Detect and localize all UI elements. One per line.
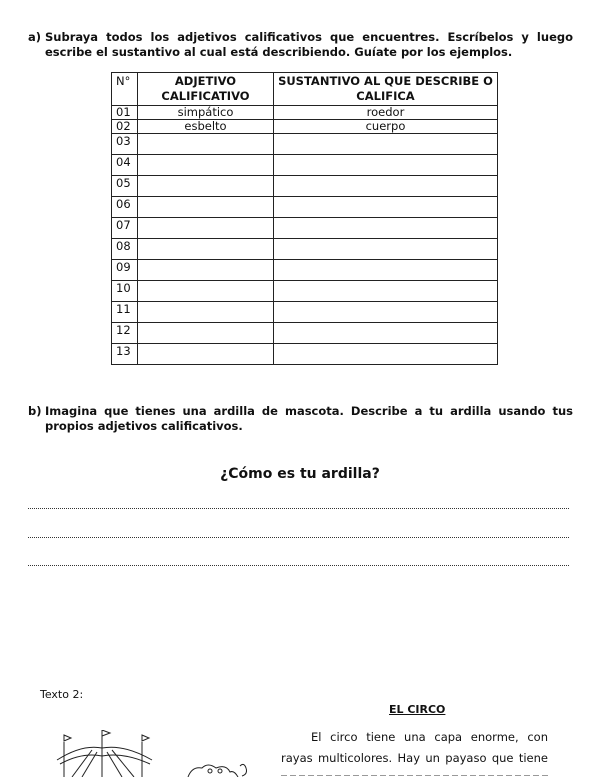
texto2-label: Texto 2: bbox=[40, 688, 84, 701]
row-noun[interactable] bbox=[274, 323, 498, 344]
row-number: 07 bbox=[112, 218, 138, 239]
header-adjective bbox=[138, 73, 274, 106]
story-line-1: El circo tiene una capa enorme, con bbox=[311, 730, 548, 744]
adjective-table bbox=[111, 72, 498, 365]
row-number: 10 bbox=[112, 281, 138, 302]
table-row bbox=[112, 197, 498, 218]
row-number: 01 bbox=[112, 106, 138, 120]
row-adjective[interactable] bbox=[138, 155, 274, 176]
table-row bbox=[112, 176, 498, 197]
row-noun[interactable] bbox=[274, 302, 498, 323]
row-number: 02 bbox=[112, 120, 138, 134]
table-row bbox=[112, 344, 498, 365]
instruction-a-letter: a) bbox=[28, 30, 42, 44]
table-row bbox=[112, 120, 498, 134]
row-adjective[interactable]: simpático bbox=[138, 106, 274, 120]
instruction-a-text: Subraya todos los adjetivos calificativos que encuentres. Escríbelos y luego escribe el sustantivo al cual está describiendo. Guíate por los ejemplos. bbox=[45, 30, 573, 59]
instruction-a bbox=[28, 30, 573, 62]
row-noun[interactable] bbox=[274, 344, 498, 365]
table-row bbox=[112, 155, 498, 176]
story-line-3-cut bbox=[281, 772, 548, 777]
row-adjective[interactable] bbox=[138, 344, 274, 365]
table-row bbox=[112, 260, 498, 281]
row-adjective[interactable] bbox=[138, 218, 274, 239]
table-row bbox=[112, 302, 498, 323]
answer-line[interactable] bbox=[28, 537, 569, 538]
answer-line[interactable] bbox=[28, 565, 569, 566]
row-number: 13 bbox=[112, 344, 138, 365]
table-row bbox=[112, 281, 498, 302]
row-adjective[interactable]: esbelto bbox=[138, 120, 274, 134]
row-adjective[interactable] bbox=[138, 323, 274, 344]
header-noun bbox=[274, 73, 498, 106]
answer-line[interactable] bbox=[28, 508, 569, 509]
row-number: 03 bbox=[112, 134, 138, 155]
instruction-b bbox=[28, 404, 573, 436]
table-row bbox=[112, 323, 498, 344]
table-body bbox=[112, 106, 498, 365]
story-title: EL CIRCO bbox=[389, 703, 446, 716]
header-noun-line2: CALIFICA bbox=[356, 89, 415, 103]
clown-illustration bbox=[180, 760, 250, 777]
table-row bbox=[112, 218, 498, 239]
row-noun[interactable] bbox=[274, 281, 498, 302]
row-adjective[interactable] bbox=[138, 197, 274, 218]
row-noun[interactable] bbox=[274, 155, 498, 176]
row-noun[interactable] bbox=[274, 134, 498, 155]
row-noun[interactable] bbox=[274, 218, 498, 239]
row-noun[interactable] bbox=[274, 260, 498, 281]
row-number: 08 bbox=[112, 239, 138, 260]
row-adjective[interactable] bbox=[138, 281, 274, 302]
header-adjective-line1: ADJETIVO bbox=[174, 74, 237, 88]
circus-tent-illustration bbox=[52, 730, 162, 777]
row-noun[interactable] bbox=[274, 176, 498, 197]
row-noun[interactable]: roedor bbox=[274, 106, 498, 120]
row-number: 12 bbox=[112, 323, 138, 344]
row-adjective[interactable] bbox=[138, 176, 274, 197]
header-adjective-line2: CALIFICATIVO bbox=[161, 89, 250, 103]
row-noun[interactable]: cuerpo bbox=[274, 120, 498, 134]
row-number: 04 bbox=[112, 155, 138, 176]
row-adjective[interactable] bbox=[138, 239, 274, 260]
row-adjective[interactable] bbox=[138, 260, 274, 281]
row-number: 06 bbox=[112, 197, 138, 218]
table-row bbox=[112, 134, 498, 155]
row-number: 09 bbox=[112, 260, 138, 281]
header-number: N° bbox=[112, 73, 138, 106]
table-row bbox=[112, 106, 498, 120]
row-adjective[interactable] bbox=[138, 302, 274, 323]
instruction-b-text: Imagina que tienes una ardilla de mascota. Describe a tu ardilla usando tus propios adjetivos calificativos. bbox=[45, 404, 573, 433]
row-noun[interactable] bbox=[274, 197, 498, 218]
table-row bbox=[112, 239, 498, 260]
question-title: ¿Cómo es tu ardilla? bbox=[220, 466, 380, 482]
row-number: 05 bbox=[112, 176, 138, 197]
header-noun-line1: SUSTANTIVO AL QUE DESCRIBE O bbox=[278, 74, 493, 88]
row-adjective[interactable] bbox=[138, 134, 274, 155]
row-noun[interactable] bbox=[274, 239, 498, 260]
story-line-2: rayas multicolores. Hay un payaso que tiene bbox=[281, 751, 548, 765]
instruction-b-letter: b) bbox=[28, 404, 42, 418]
row-number: 11 bbox=[112, 302, 138, 323]
